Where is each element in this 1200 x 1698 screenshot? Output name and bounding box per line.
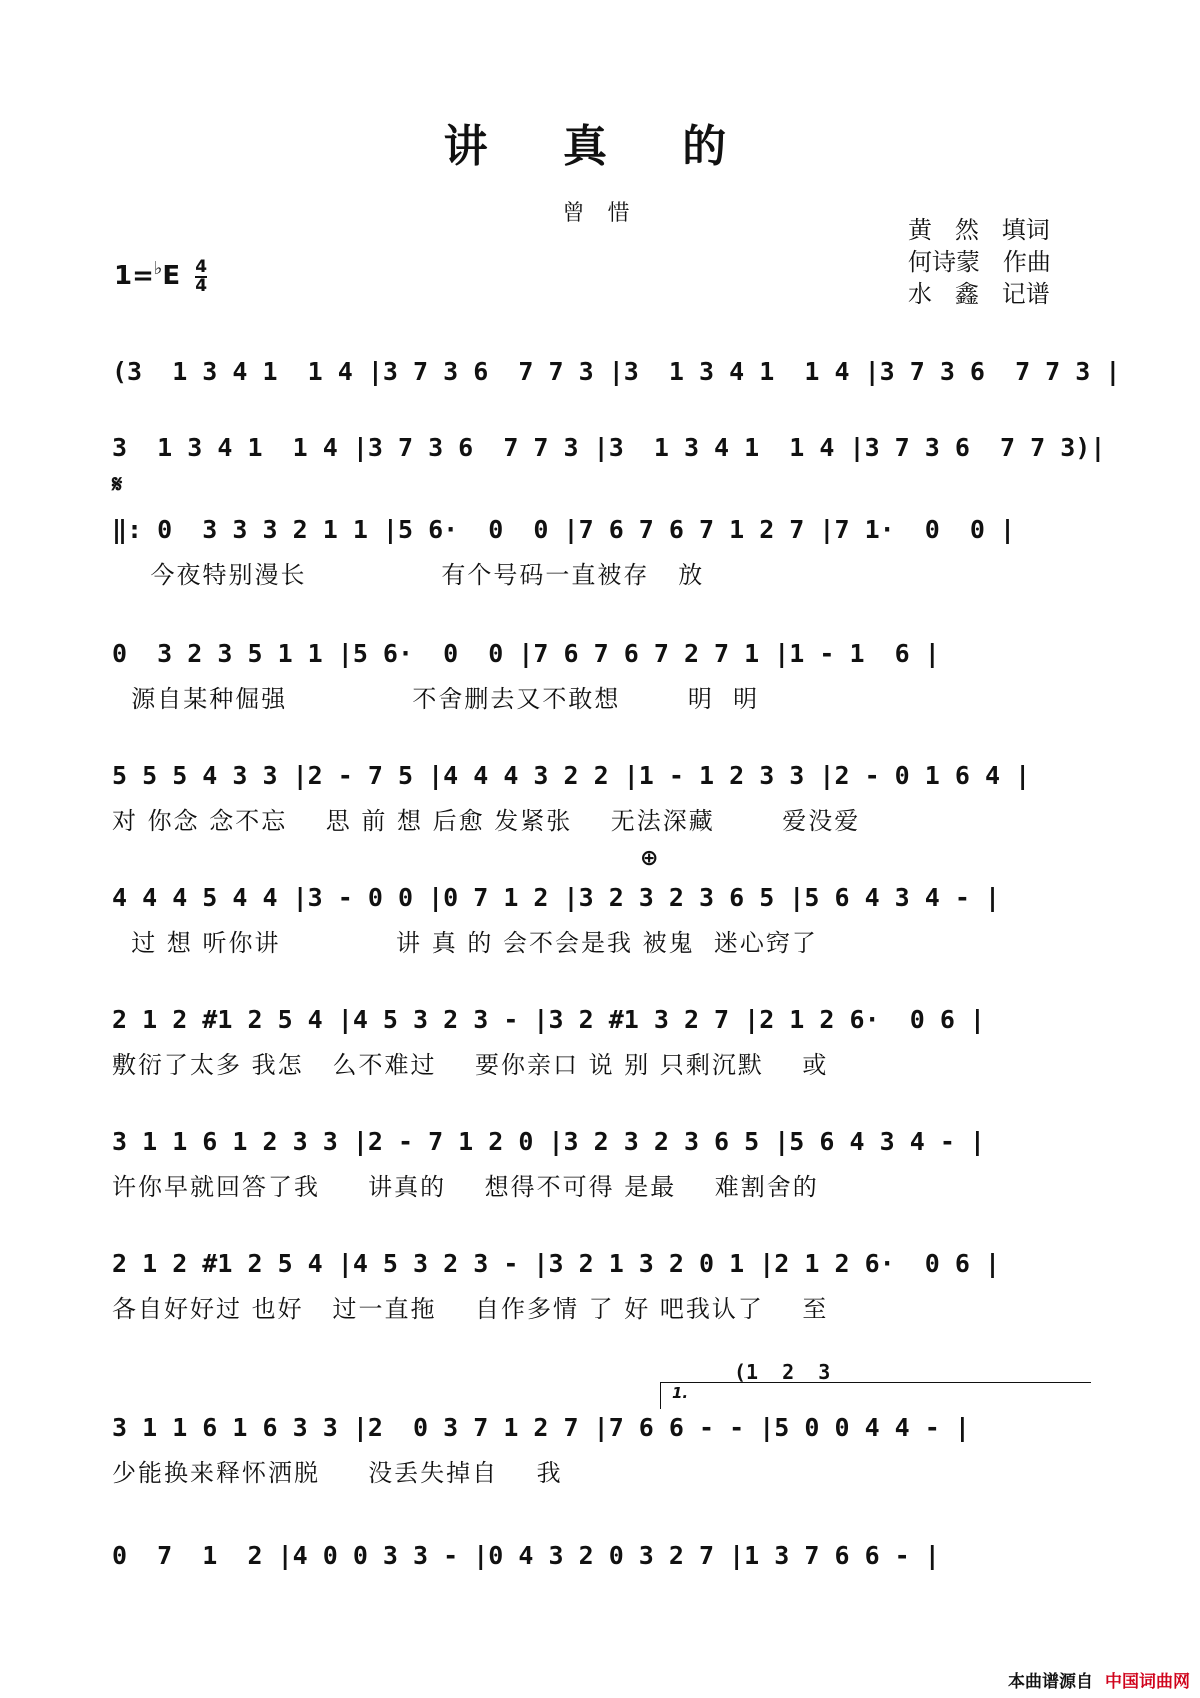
notation-line: 5 5 5 4 3 3 |2 - 7 5 |4 4 4 3 2 2 |1 - 1 2 3 3 |2 - 0 1 6 4 | [112, 761, 1031, 790]
credit-lyricist: 黄 然 填词 [908, 216, 1050, 244]
system-2 [112, 428, 1106, 518]
lyrics-line: 许你早就回答了我 讲真的 想得不可得 是最 难割舍的 [112, 1173, 819, 1201]
meter-denominator: 4 [195, 275, 208, 296]
volta-notes: (1 2 3 [734, 1360, 831, 1384]
notation-line: 2 1 2 #1 2 5 4 |4 5 3 2 3 - |3 2 1 3 2 0 1 |2 1 2 6· 0 6 | [112, 1249, 1001, 1278]
footer-source: 本曲谱源自 [1008, 1672, 1093, 1692]
notation-line: 4 4 4 5 4 4 |3 - 0 0 |0 7 1 2 |3 2 3 2 3 6 5 |5 6 4 3 4 - | [112, 883, 1001, 912]
lyrics-line: 各自好好过 也好 过一直拖 自作多情 了 好 吧我认了 至 [112, 1295, 829, 1323]
key-signature [114, 258, 207, 295]
source-footer [1008, 1667, 1190, 1692]
notation-line: (3 1 3 4 1 1 4 |3 7 3 6 7 7 3 |3 1 3 4 1 1 4 |3 7 3 6 7 7 3 | [112, 357, 1121, 386]
system-8 [112, 1122, 1092, 1212]
notation-line: 3 1 1 6 1 6 3 3 |2 0 3 7 1 2 7 |7 6 6 - - |5 0 0 4 4 - | [112, 1413, 970, 1442]
notation-line: 3 1 3 4 1 1 4 |3 7 3 6 7 7 3 |3 1 3 4 1 1 4 |3 7 3 6 7 7 3)| [112, 433, 1106, 462]
system-4 [112, 634, 1092, 724]
coda-sign: ⊕ [640, 846, 659, 871]
notation-line: ‖: 0 3 3 3 2 1 1 |5 6· 0 0 |7 6 7 6 7 1 2 7 |7 1· 0 0 | [112, 515, 1016, 544]
lyrics-line: 对 你念 念不忘 思 前 想 后愈 发紧张 无法深藏 爱没爱 [112, 807, 861, 835]
system-7 [112, 1000, 1092, 1090]
credits [908, 214, 1051, 310]
key-tonic: 1= [114, 261, 154, 291]
lyrics-line: 今夜特别漫长 有个号码一直被存 放 [112, 561, 705, 589]
volta-bracket [660, 1382, 1091, 1409]
system-10 [112, 1408, 1092, 1498]
notation-line: 0 3 2 3 5 1 1 |5 6· 0 0 |7 6 7 6 7 2 7 1 |1 - 1 6 | [112, 639, 940, 668]
meter-numerator: 4 [195, 256, 208, 277]
system-6 [112, 878, 1092, 968]
time-signature [195, 256, 208, 296]
singer-name: 曾 惜 [562, 201, 638, 226]
lyrics-line: 过 想 听你讲 讲 真 的 会不会是我 被鬼 迷心窍了 [112, 929, 818, 957]
system-5 [112, 756, 1092, 846]
segno-sign: 𝄋 [112, 470, 123, 498]
notation-line: 0 7 1 2 |4 0 0 3 3 - |0 4 3 2 0 3 2 7 |1 3 7 6 6 - | [112, 1541, 940, 1570]
key-note: E [162, 261, 181, 291]
footer-brand-link[interactable]: 中国词曲网 [1105, 1672, 1190, 1692]
flat-sign: ♭ [153, 258, 163, 279]
volta-number: 1. [672, 1384, 689, 1402]
lyrics-line: 敷衍了太多 我怎 么不难过 要你亲口 说 别 只剩沉默 或 [112, 1051, 829, 1079]
notation-line: 3 1 1 6 1 2 3 3 |2 - 7 1 2 0 |3 2 3 2 3 6 5 |5 6 4 3 4 - | [112, 1127, 985, 1156]
credit-composer: 何诗蒙 作曲 [908, 248, 1051, 276]
notation-line: 2 1 2 #1 2 5 4 |4 5 3 2 3 - |3 2 #1 3 2 7 |2 1 2 6· 0 6 | [112, 1005, 985, 1034]
system-11 [112, 1536, 1092, 1626]
lyrics-line: 少能换来释怀洒脱 没丢失掉自 我 [112, 1459, 563, 1487]
page-title: 讲 真 的 [443, 121, 757, 172]
system-3 [112, 510, 1092, 600]
lyrics-line: 源自某种倔强 不舍删去又不敢想 明 明 [112, 685, 760, 713]
system-9 [112, 1244, 1092, 1334]
credit-transcriber: 水 鑫 记谱 [908, 280, 1050, 308]
